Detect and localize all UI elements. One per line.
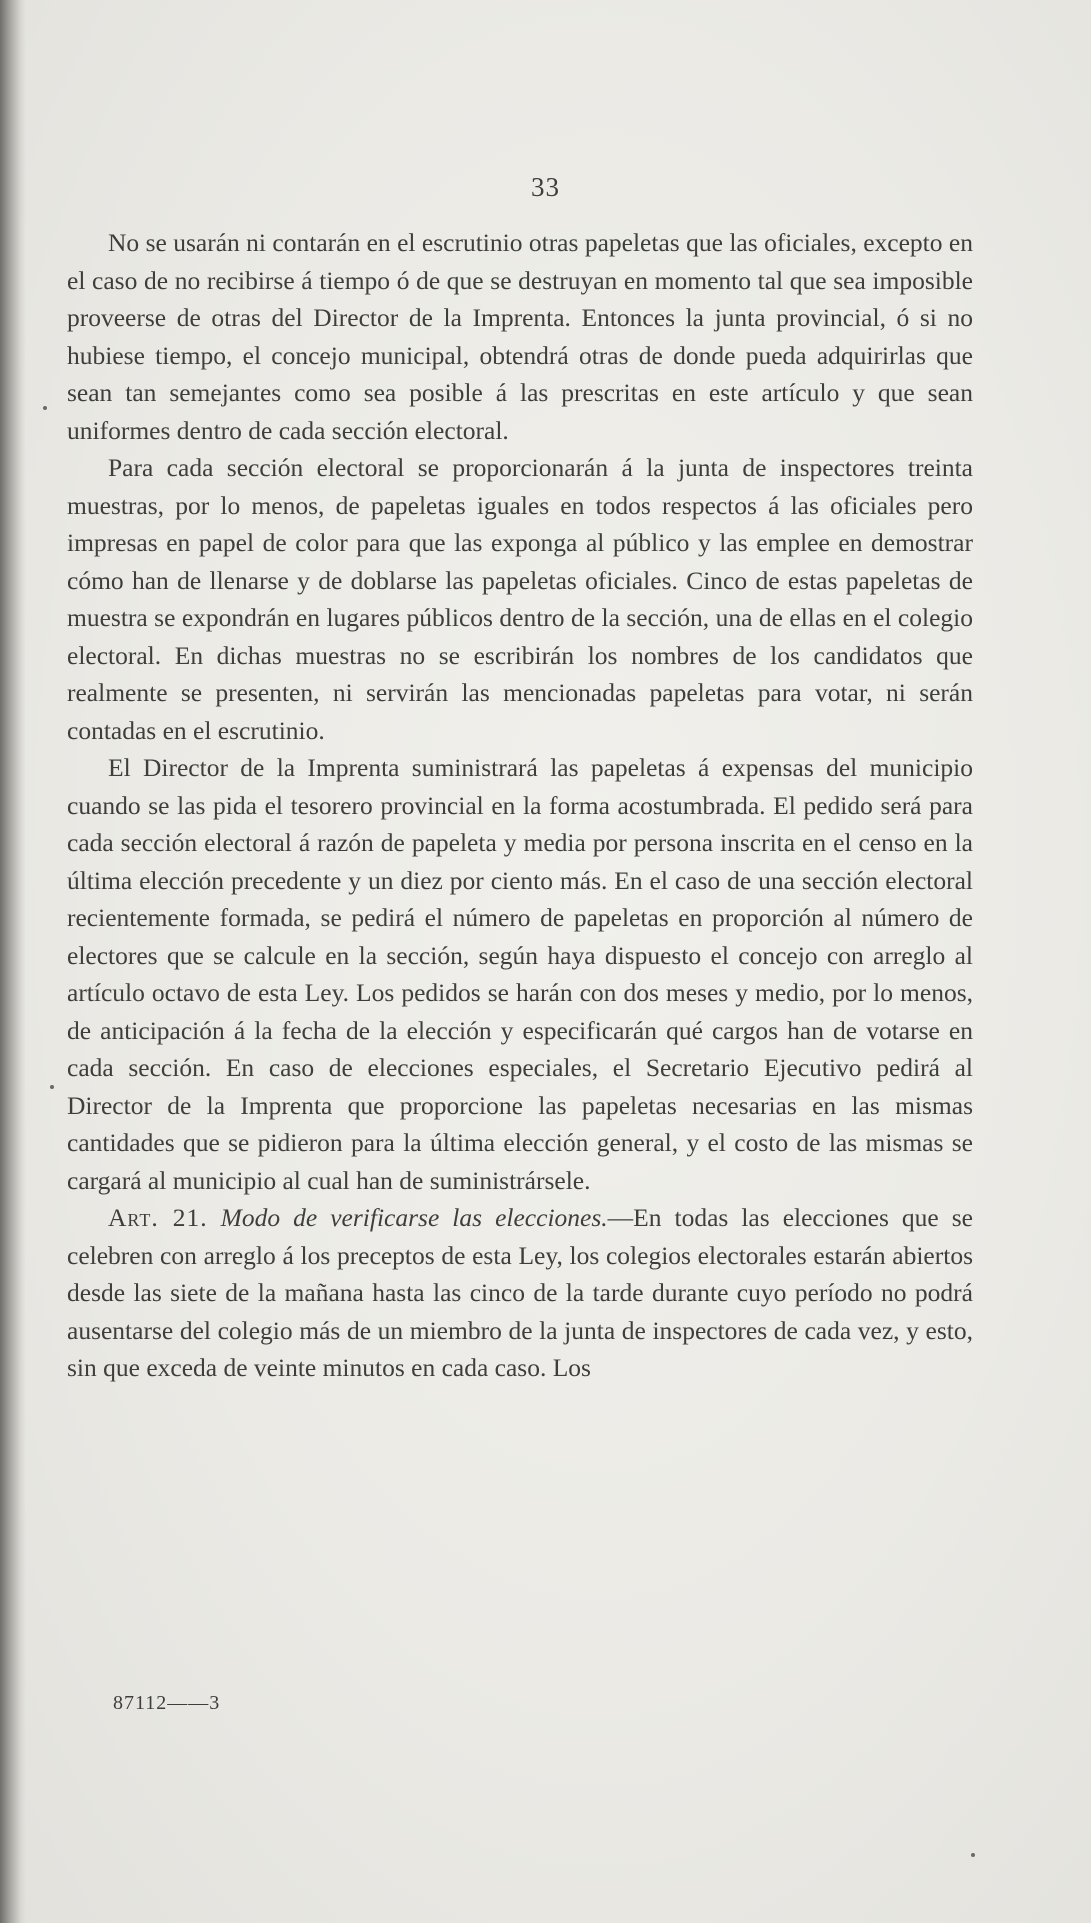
paragraph: No se usarán ni contarán en el escrutinio otras papeletas que las oficiales, excepto en el caso de no recibirse á tiempo ó de que se destruyan en momento tal que sea imposible proveerse de otras del Director de la Imprenta. Entonces la junta provincial, ó si no hubiese tiempo, el concejo municipal, obtendrá otras de donde pueda adquirirlas que sean tan semejantes como sea posible á las prescritas en este artículo y que sean uniformes dentro de cada sección electoral. [67,228,973,445]
printer-signature-mark: 87112——3 [113,1692,221,1714]
print-speck [43,406,47,410]
print-speck [971,1853,975,1857]
article-paragraph [67,1199,973,1387]
print-speck [50,1085,54,1089]
article-text: —En todas las elecciones que se celebren con arreglo á los preceptos de esta Ley, los colegios electorales estarán abiertos desde las siete de la mañana hasta las cinco de la tarde durante cuyo período no podrá ausentarse del colegio más de un miembro de la junta de inspectores de cada vez, y esto, sin que exceda de veinte minutos en cada caso. Los [67,1203,973,1382]
paragraph: Para cada sección electoral se proporcionarán á la junta de inspectores treinta muestras, por lo menos, de papeletas iguales en todos respectos á las oficiales pero impresas en papel de color para que las exponga al público y las emplee en demostrar cómo han de llenarse y de doblarse las papeletas oficiales. Cinco de estas papeletas de muestra se expondrán en lugares públicos dentro de la sección, una de ellas en el colegio electoral. En dichas muestras no se escribirán los nombres de los candidatos que realmente se presenten, ni servirán las mencionadas papeletas para votar, ni serán contadas en el escrutinio. [67,453,973,745]
paragraph: El Director de la Imprenta suministrará las papeletas á expensas del municipio cuando se las pida el tesorero provincial en la forma acostumbrada. El pedido será para cada sección electoral á razón de papeleta y media por persona inscrita en el censo en la última elección precedente y un diez por ciento más. En el caso de una sección electoral recientemente formada, se pedirá el número de papeletas en proporción al número de electores que se calcule en la sección, según haya dispuesto el concejo con arreglo al artículo octavo de esta Ley. Los pedidos se harán con dos meses y medio, por lo menos, de anticipación á la fecha de la elección y especificarán qué cargos han de votarse en cada sección. En caso de elecciones especiales, el Secretario Ejecutivo pedirá al Director de la Imprenta que proporcione las papeletas necesarias en las mismas cantidades que se pidieron para la última elección general, y el costo de las mismas se cargará al municipio al cual han de suministrársele. [67,753,973,1195]
page-number: 33 [531,172,560,202]
book-spine-shadow [0,0,26,1923]
body-text [67,224,973,1387]
article-label: Art. 21. [108,1203,208,1232]
article-heading: Modo de verificarse las elecciones. [220,1203,608,1232]
